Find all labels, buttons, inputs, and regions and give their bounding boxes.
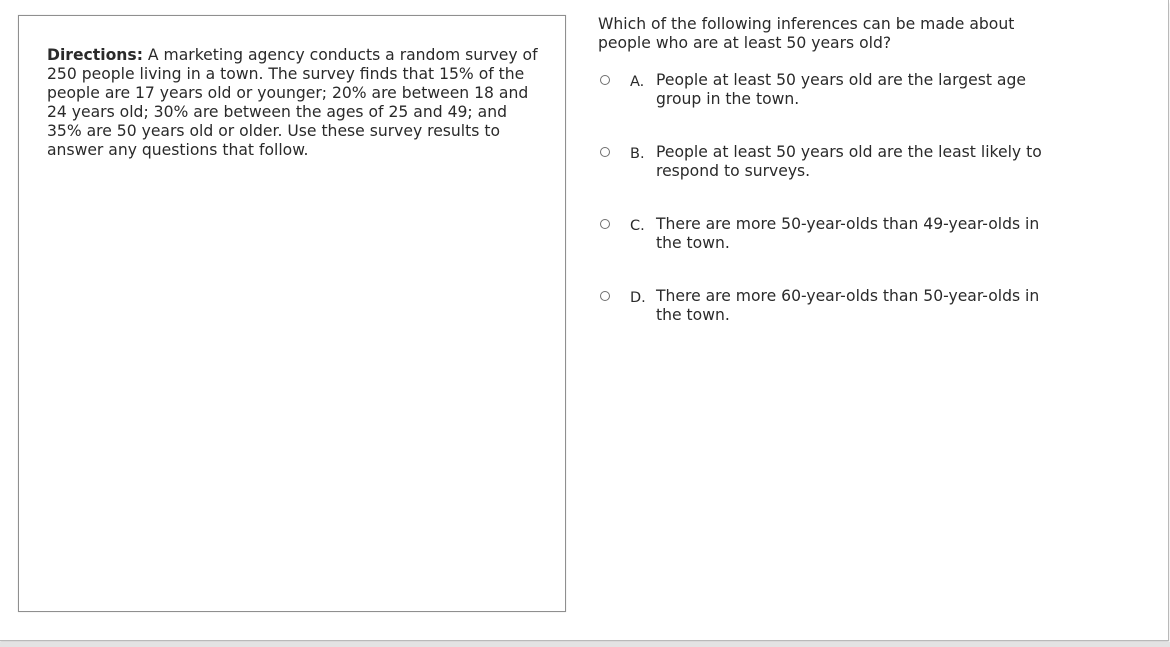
radio-button-icon[interactable] — [600, 291, 610, 301]
directions-label: Directions: — [47, 46, 143, 64]
passage-panel — [18, 15, 566, 612]
window-bottom-edge — [0, 642, 1170, 647]
radio-button-icon[interactable] — [600, 147, 610, 157]
answer-choice-c[interactable] — [598, 215, 1058, 259]
answer-choice-b[interactable] — [598, 143, 1058, 187]
passage-body: A marketing agency conducts a random survey of 250 people living in a town. The survey finds that 15% of the people are 17 years old or younger; 20% are between 18 and 24 years old; 30% are between the ages of 25 and 49; and 35% are 50 years old or older. Use these survey results to answer any questions that follow. — [47, 46, 538, 160]
choice-text: There are more 50-year-olds than 49-year-olds in the town. — [656, 215, 1040, 253]
answer-choice-d[interactable] — [598, 287, 1058, 331]
choice-text: There are more 60-year-olds than 50-year-olds in the town. — [656, 287, 1040, 325]
choice-text: People at least 50 years old are the largest age group in the town. — [656, 71, 1026, 109]
choice-letter: B. — [630, 146, 645, 162]
choice-letter: A. — [630, 74, 645, 90]
choice-letter: D. — [630, 290, 646, 306]
choice-letter: C. — [630, 218, 645, 234]
radio-button-icon[interactable] — [600, 75, 610, 85]
passage-text — [47, 46, 539, 161]
question-stem: Which of the following inferences can be made about people who are at least 50 years old? — [598, 15, 1015, 53]
answer-choice-a[interactable] — [598, 71, 1058, 115]
choice-text: People at least 50 years old are the least likely to respond to surveys. — [656, 143, 1042, 181]
radio-button-icon[interactable] — [600, 219, 610, 229]
